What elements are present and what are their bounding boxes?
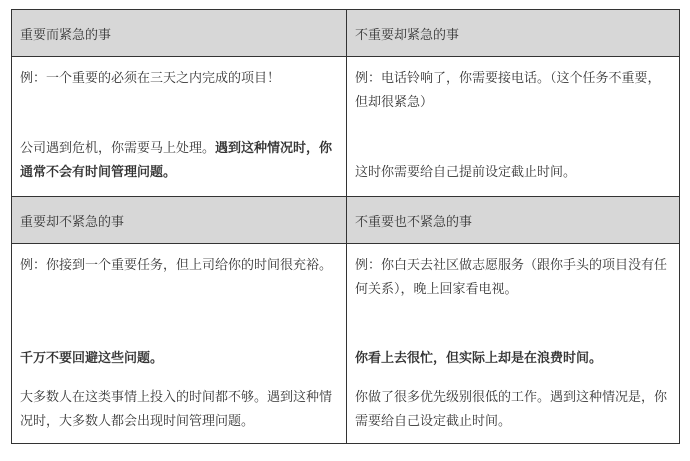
warning-bold-text: 千万不要回避这些问题。	[20, 351, 164, 366]
cell-unimportant-not-urgent	[347, 244, 679, 443]
priority-matrix-table	[11, 9, 680, 444]
warning-bold-text: 你看上去很忙，但实际上却是在浪费时间。	[355, 351, 603, 366]
header-unimportant-not-urgent	[347, 197, 679, 243]
note-text: 大多数人在这类事情上投入的时间都不够。遇到这种情况时，大多数人都会出现时间管理问题。	[20, 390, 333, 429]
note-plain-text: 公司遇到危机，你需要马上处理。	[20, 141, 216, 156]
header-important-not-urgent-text: 重要却不紧急的事	[20, 214, 125, 230]
header-unimportant-urgent	[347, 10, 679, 56]
example-text: 例：你接到一个重要任务，但上司给你的时间很充裕。	[20, 258, 333, 273]
header-important-urgent	[12, 10, 346, 56]
cell-important-urgent	[12, 57, 346, 196]
note-text	[20, 137, 338, 185]
cell-unimportant-urgent	[347, 57, 679, 196]
header-important-urgent-text: 重要而紧急的事	[20, 27, 112, 43]
header-unimportant-not-urgent-text: 不重要也不紧急的事	[355, 214, 473, 230]
warning-text	[355, 347, 671, 371]
example-text: 例：电话铃响了，你需要接电话。（这个任务不重要，但却很紧急）	[355, 71, 661, 110]
example-text: 例：你白天去社区做志愿服务（跟你手头的项目没有任何关系），晚上回家看电视。	[355, 258, 668, 297]
cell-important-not-urgent	[12, 244, 346, 443]
note-bold-text: 遇到这种情况时，你通常不会有时间管理问题。	[20, 141, 333, 180]
example-text: 例：一个重要的必须在三天之内完成的项目！	[20, 71, 281, 86]
warning-text	[20, 347, 338, 371]
note-text: 这时你需要给自己提前设定截止时间。	[355, 165, 577, 180]
note-text: 你做了很多优先级别很低的工作。遇到这种情况是，你需要给自己设定截止时间。	[355, 390, 668, 429]
row-divider-2	[12, 196, 679, 197]
header-unimportant-urgent-text: 不重要却紧急的事	[355, 27, 460, 43]
header-important-not-urgent	[12, 197, 346, 243]
